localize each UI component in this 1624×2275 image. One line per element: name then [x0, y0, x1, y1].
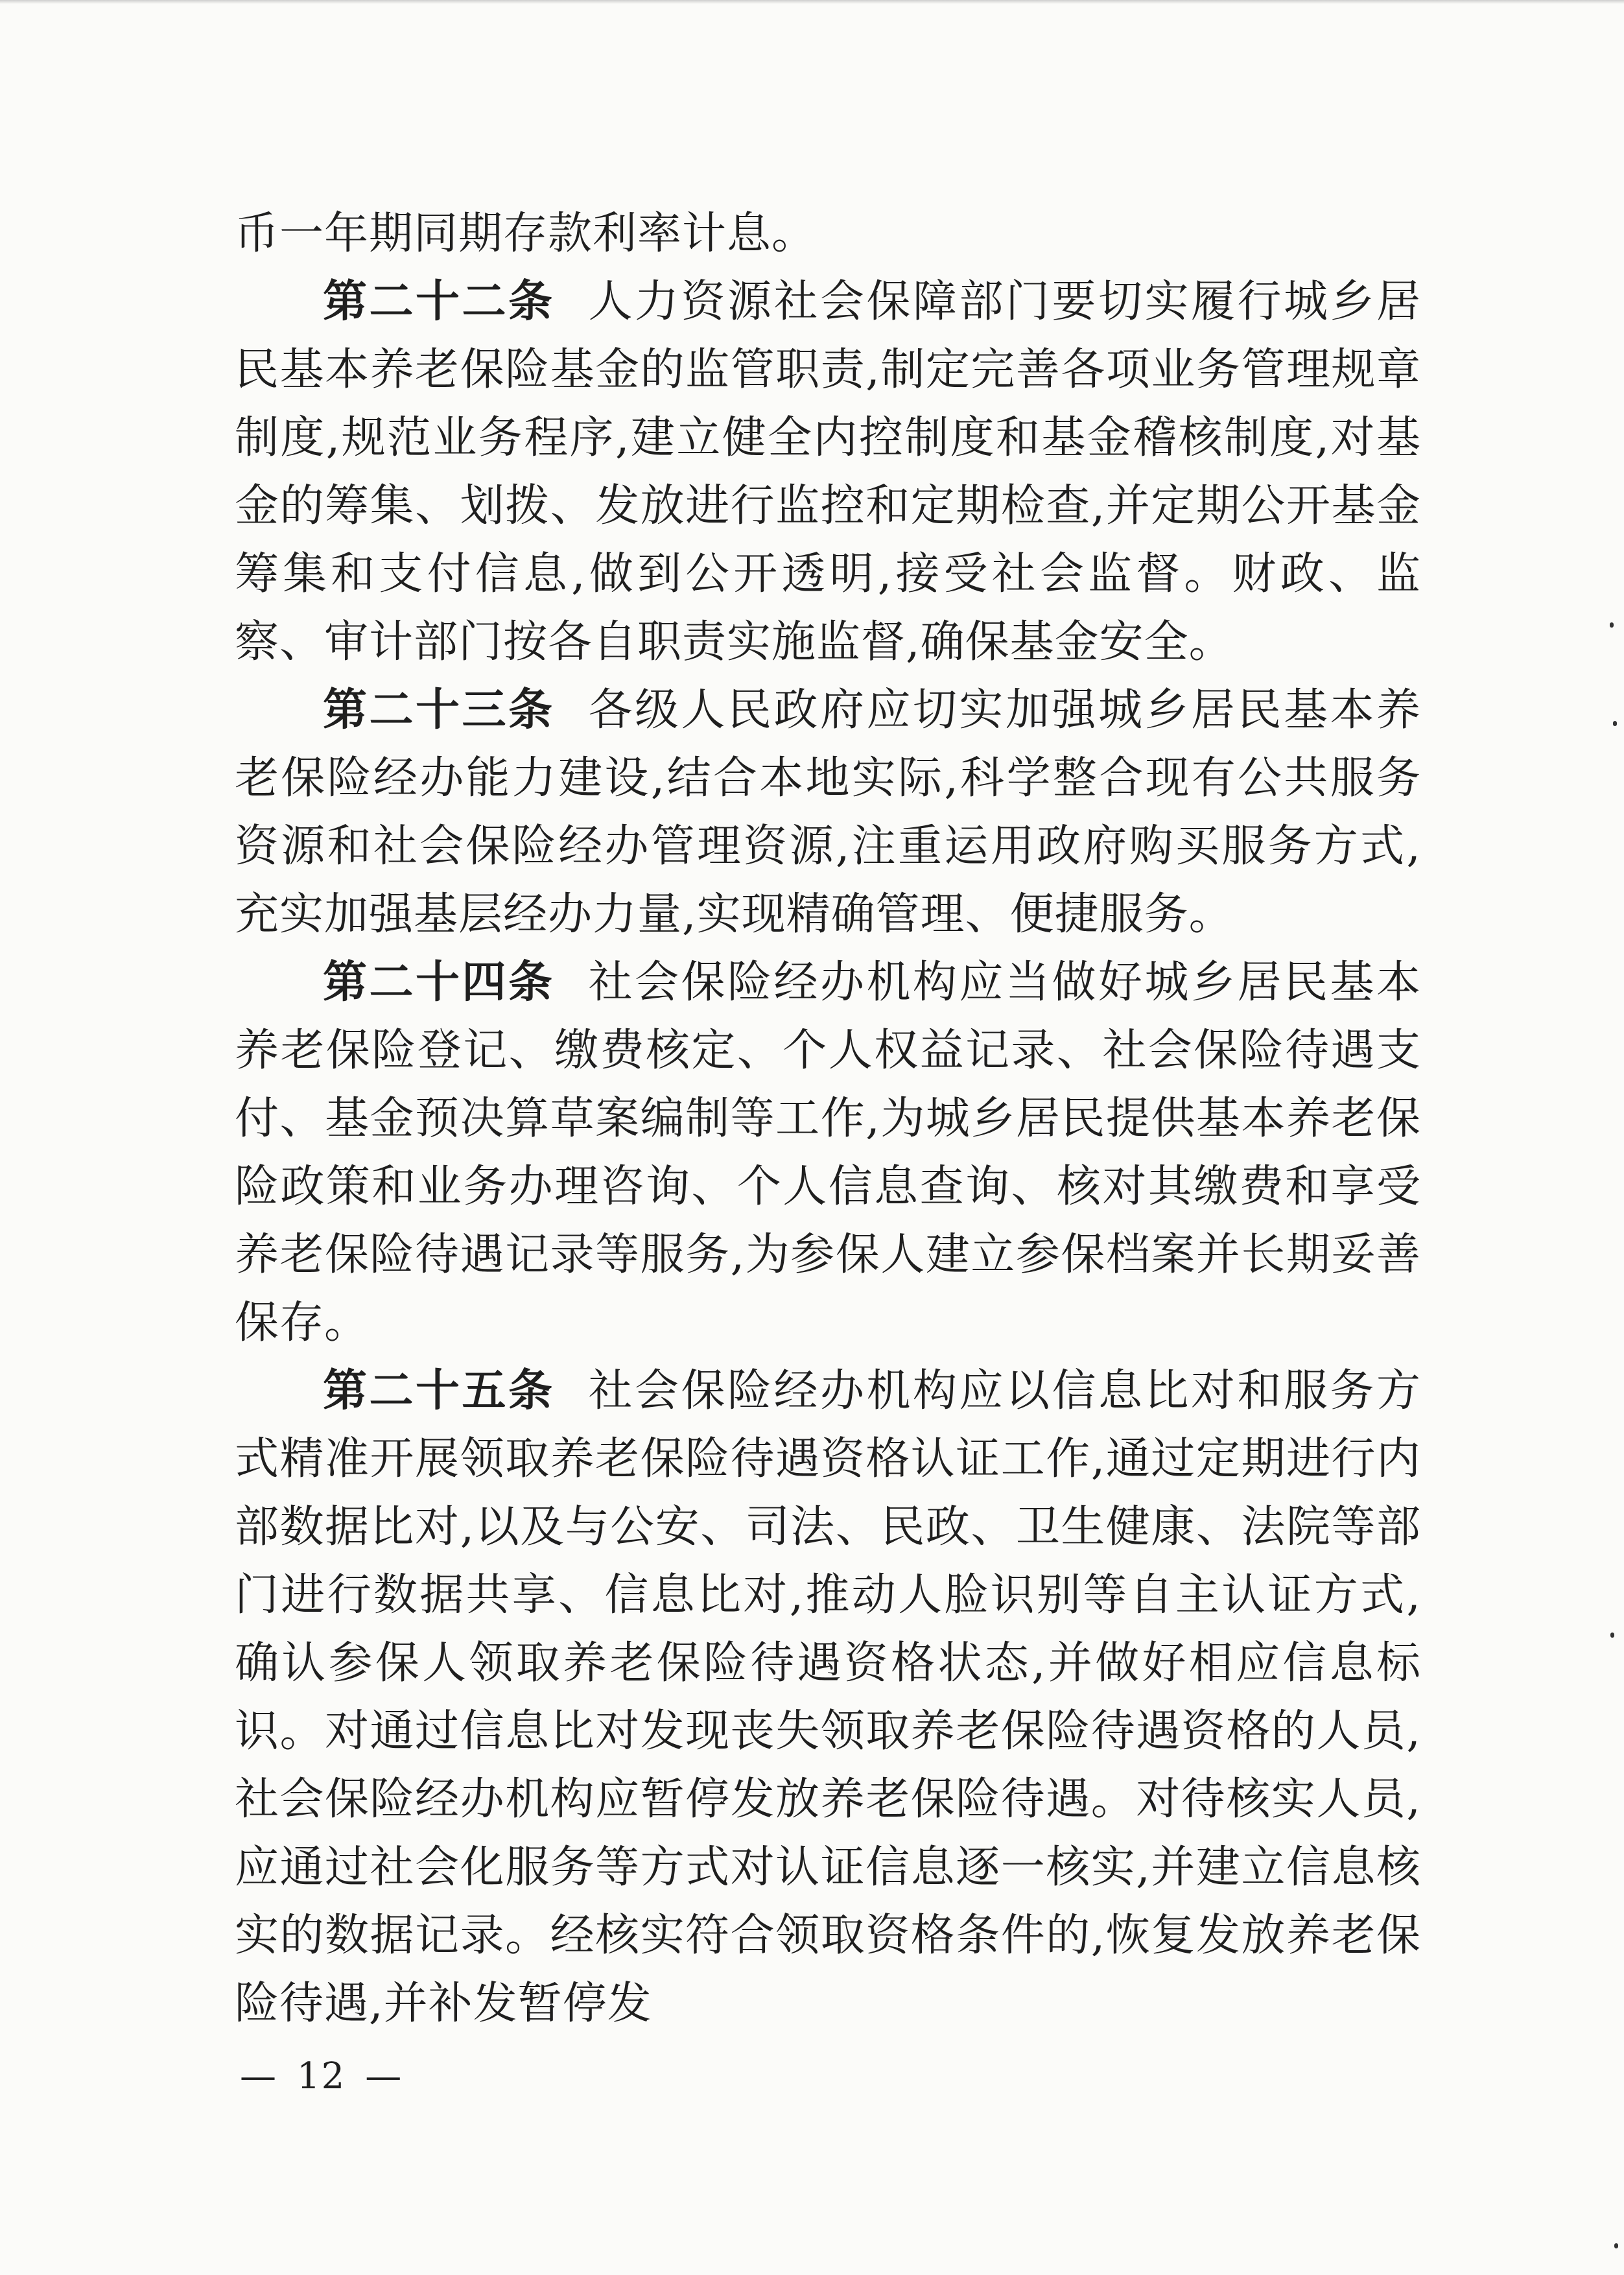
article-text: 各级人民政府应切实加强城乡居民基本养老保险经办能力建设,结合本地实际,科学整合现有公共服务资源和社会保险经办管理资源,注重运用政府购买服务方式,充实加强基层经办力量,实现精确管理、便捷服务。 [235, 685, 1421, 940]
article-text: 人力资源社会保障部门要切实履行城乡居民基本养老保险基金的监管职责,制定完善各项业务管理规章制度,规范业务程序,建立健全内控制度和基金稽核制度,对基金的筹集、划拨、发放进行监控和定期检查,并定期公开基金筹集和支付信息,做到公开透明,接受社会监督。财政、监察、审计部门按各自职责实施监督,确保基金安全。 [235, 276, 1421, 668]
scan-speck [1614, 2243, 1618, 2248]
article-text: 社会保险经办机构应当做好城乡居民基本养老保险登记、缴费核定、个人权益记录、社会保险待遇支付、基金预决算草案编制等工作,为城乡居民提供基本养老保险政策和业务办理咨询、个人信息查询、核对其缴费和享受养老保险待遇记录等服务,为参保人建立参保档案并长期妥善保存。 [235, 957, 1421, 1349]
page-number-value: 12 [297, 2055, 346, 2097]
article-heading: 第二十五条 [323, 1365, 555, 1417]
scan-speck [1610, 1633, 1614, 1638]
paragraph-continuation [235, 200, 1421, 268]
article-23 [235, 676, 1421, 949]
scan-speck [1610, 622, 1614, 628]
article-24 [235, 949, 1421, 1357]
article-25 [235, 1357, 1421, 2038]
page-number [240, 2054, 403, 2099]
article-22 [235, 268, 1421, 676]
scan-speck [1613, 721, 1617, 726]
paragraph-text: 币一年期同期存款利率计息。 [235, 208, 817, 259]
article-heading: 第二十三条 [323, 685, 555, 736]
article-heading: 第二十二条 [323, 276, 555, 327]
page-number-left-dash: — [240, 2055, 277, 2097]
article-text: 社会保险经办机构应以信息比对和服务方式精准开展领取养老保险待遇资格认证工作,通过定期进行内部数据比对,以及与公安、司法、民政、卫生健康、法院等部门进行数据共享、信息比对,推动人脸识别等自主认证方式,确认参保人领取养老保险待遇资格状态,并做好相应信息标识。对通过信息比对发现丧失领取养老保险待遇资格的人员,社会保险经办机构应暂停发放养老保险待遇。对待核实人员,应通过社会化服务等方式对认证信息逐一核实,并建立信息核实的数据记录。经核实符合领取资格条件的,恢复发放养老保险待遇,并补发暂停发 [235, 1365, 1421, 2029]
article-heading: 第二十四条 [323, 957, 555, 1008]
document-body [235, 200, 1421, 2038]
scan-edge-shadow [0, 0, 1624, 4]
page-number-right-dash: — [365, 2055, 403, 2097]
